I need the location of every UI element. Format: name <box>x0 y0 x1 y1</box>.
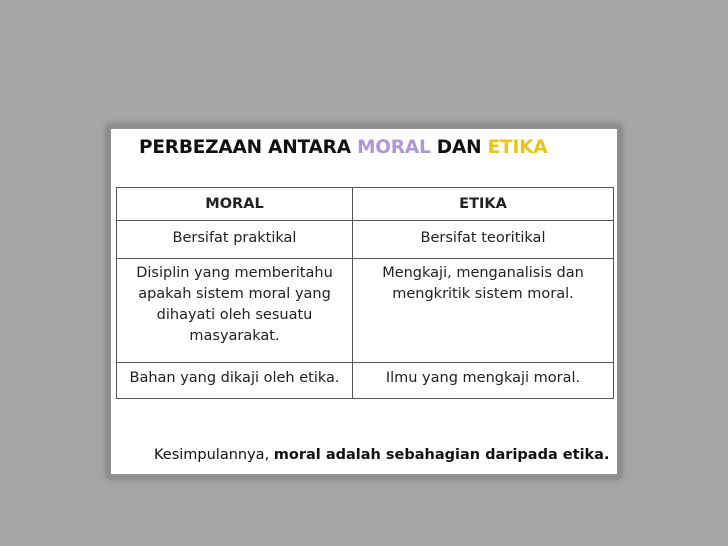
title-moral: MORAL <box>357 137 431 158</box>
title-mid: DAN <box>430 137 488 158</box>
table-cell: Bahan yang dikaji oleh etika. <box>117 363 353 399</box>
title-etika: ETIKA <box>487 137 548 158</box>
comparison-table <box>116 187 614 399</box>
table-cell: Bersifat praktikal <box>117 221 353 259</box>
header-moral: MORAL <box>117 188 353 221</box>
conclusion-text <box>154 447 609 463</box>
table-cell: Ilmu yang mengkaji moral. <box>353 363 614 399</box>
slide-title <box>139 137 547 158</box>
table-row <box>117 221 614 259</box>
slide-card <box>107 125 621 478</box>
table-cell: Mengkaji, menganalisis dan mengkritik sistem moral. <box>353 259 614 363</box>
table-row <box>117 363 614 399</box>
conclusion-bold: moral adalah sebahagian daripada etika. <box>273 447 610 463</box>
table-cell: Disiplin yang memberitahu apakah sistem moral yang dihayati oleh sesuatu masyarakat. <box>117 259 353 363</box>
table-cell: Bersifat teoritikal <box>353 221 614 259</box>
conclusion-lead: Kesimpulannya, <box>154 447 274 463</box>
table-row <box>117 259 614 363</box>
header-etika: ETIKA <box>353 188 614 221</box>
title-prefix: PERBEZAAN ANTARA <box>139 137 358 158</box>
table-header-row <box>117 188 614 221</box>
